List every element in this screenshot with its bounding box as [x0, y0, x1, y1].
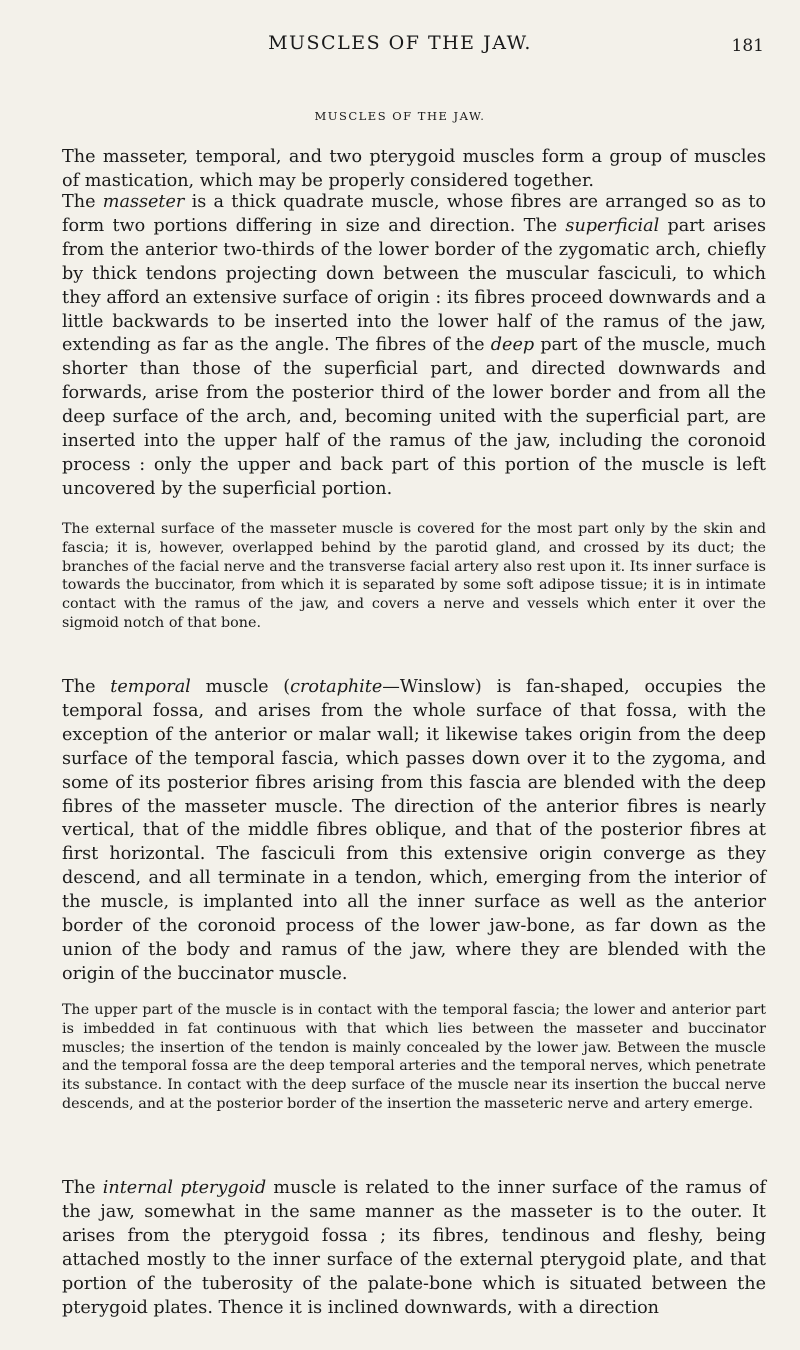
- term-superficial: superficial: [565, 215, 660, 236]
- page-number: 181: [731, 36, 764, 56]
- section-heading: MUSCLES OF THE JAW.: [314, 109, 486, 123]
- term-crotaphite: crotaphite: [290, 677, 383, 697]
- paragraph-masseter: The masseter is a thick quadrate muscle, whose fibres are arranged so as to form two portions differing in size and direction. The superficial part arises from the anterior two-thirds of the lower border of the zygomatic arch, chiefly by thick tendons projecting down between the muscular fasciculi, to which they afford an extensive surface of origin : its fibres proceed downwards and a little backwards to be inserted into the lower half of the ramus of the jaw, extending as far as the angle. The fibres of the deep part of the muscle, much shorter than those of the superficial part, and directed downwards and forwards, arise from the posterior third of the lower border and from all the deep surface of the arch, and, becoming united with the superficial part, are inserted into the upper half of the ramus of the jaw, including the coronoid process : only the upper and back part of this portion of the muscle is left uncovered by the superficial portion.: [62, 192, 767, 499]
- term-deep: deep: [490, 335, 535, 356]
- paragraph-internal-pterygoid: The internal pterygoid muscle is related to the inner surface of the ramus of the jaw, somewhat in the same manner as the masseter is to the outer. It arises from the pterygoid fossa ; its fibres, tendinous and fleshy, being attached mostly to the inner surface of the external pterygoid plate, and that portion of the tuberosity of the palate-bone which is situated between the pterygoid plates. Thence it is inclined downwards, with a direction: [62, 1178, 766, 1318]
- term-masseter: masseter: [102, 192, 185, 212]
- paragraph-temporal: The temporal muscle (crotaphite—Winslow) is fan-shaped, occupies the temporal fossa, and arises from the whole surface of that fossa, with the exception of the anterior or malar wall; it likewise takes origin from the deep surface of the temporal fascia, which passes down over it to the zygoma, and some of its posterior fibres arising from this fascia are blended with the deep fibres of the masseter muscle. The direction of the anterior fibres is nearly vertical, that of the middle fibres oblique, and that of the posterior fibres at first horizontal. The fasciculi from this extensive origin converge as they descend, and all terminate in a tendon, which, emerging from the interior of the muscle, is implanted into all the inner surface as well as the anterior border of the coronoid process of the lower jaw-bone, as far down as the union of the body and ramus of the jaw, where they are blended with the origin of the buccinator muscle.: [62, 677, 766, 984]
- term-temporal: temporal: [110, 677, 191, 697]
- paragraph-masseter-relations: The external surface of the masseter muscle is covered for the most part only by the skin and fascia; it is, however, overlapped behind by the parotid gland, and crossed by its duct; the branches of the facial nerve and the transverse facial artery also rest upon it. Its inner surface is towards the buccinator, from which it is separated by some soft adipose tissue; it is in intimate contact with the ramus of the jaw, and covers a nerve and vessels which enter it over the sigmoid notch of that bone.: [62, 521, 766, 631]
- paragraph-temporal-relations: The upper part of the muscle is in contact with the temporal fascia; the lower and anterior part is imbedded in fat continuous with that which lies between the masseter and buccinator muscles; the insertion of the tendon is mainly concealed by the lower jaw. Between the muscle and the temporal fossa are the deep temporal arteries and the temporal nerves, which penetrate its substance. In contact with the deep surface of the muscle near its insertion the buccal nerve descends, and at the posterior border of the insertion the masseteric nerve and artery emerge.: [62, 1002, 766, 1112]
- running-head: MUSCLES OF THE JAW.: [268, 32, 532, 54]
- paragraph-intro: The masseter, temporal, and two pterygoid muscles form a group of muscles of mastication, which may be properly considered together.: [62, 147, 766, 191]
- term-internal-pterygoid: internal pterygoid: [102, 1178, 267, 1198]
